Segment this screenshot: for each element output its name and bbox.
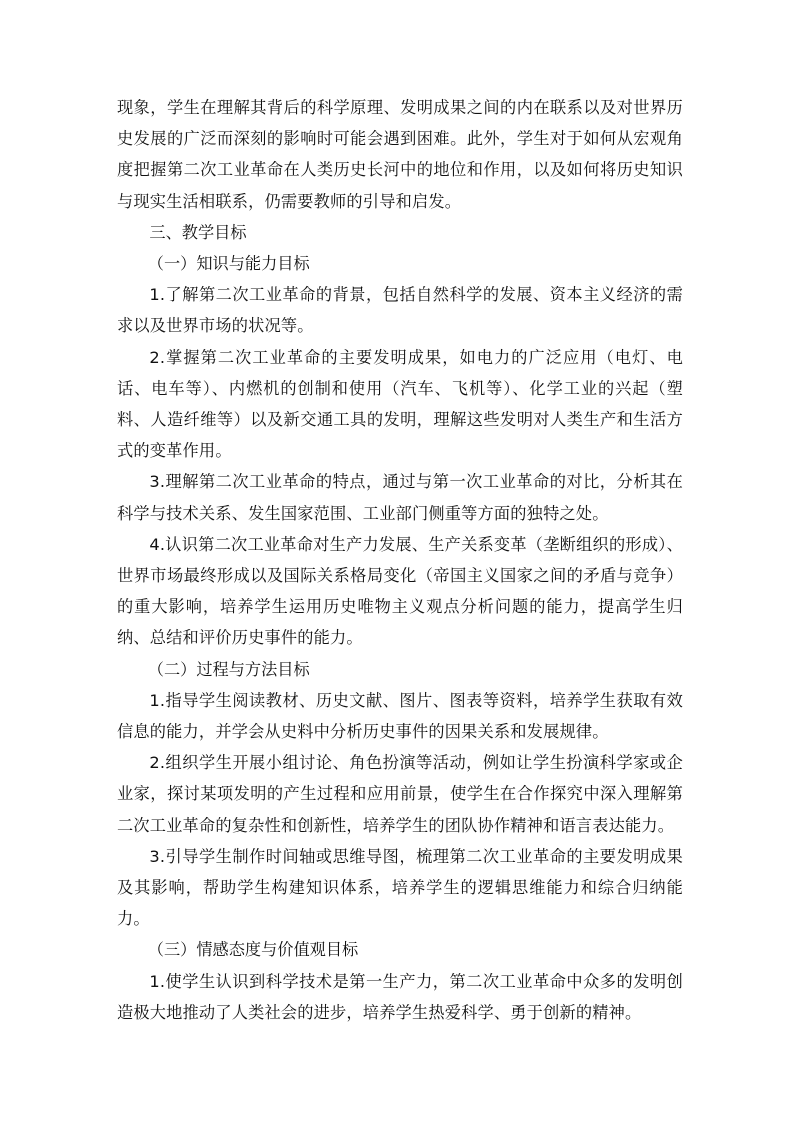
knowledge-goal-2: 2.掌握第二次工业革命的主要发明成果，如电力的广泛应用（电灯、电话、电车等）、内燃机的创制和使用（汽车、飞机等）、化学工业的兴起（塑料、人造纤维等）以及新交通工具的发明，理解这些发明对人类生产和生活方式的变革作用。: [117, 347, 683, 461]
knowledge-goal-4: 4.认识第二次工业革命对生产力发展、生产关系变革（垄断组织的形成）、世界市场最终形成以及国际关系格局变化（帝国主义国家之间的矛盾与竞争）的重大影响，培养学生运用历史唯物主义观点分析问题的能力，提高学生归纳、总结和评价历史事件的能力。: [117, 534, 683, 648]
process-goal-1: 1.指导学生阅读教材、历史文献、图片、图表等资料，培养学生获取有效信息的能力，并学会从史料中分析历史事件的因果关系和发展规律。: [117, 690, 683, 742]
intro-paragraph: 现象，学生在理解其背后的科学原理、发明成果之间的内在联系以及对世界历史发展的广泛而深刻的影响时可能会遇到困难。此外，学生对于如何从宏观角度把握第二次工业革命在人类历史长河中的地位和作用，以及如何将历史知识与现实生活相联系，仍需要教师的引导和启发。: [117, 98, 683, 211]
knowledge-goal-1: 1.了解第二次工业革命的背景，包括自然科学的发展、资本主义经济的需求以及世界市场的状况等。: [117, 285, 683, 336]
subsection-heading-values: （三）情感态度与价值观目标: [147, 940, 359, 960]
subsection-heading-process: （二）过程与方法目标: [147, 659, 310, 679]
process-goal-3: 3.引导学生制作时间轴或思维导图，梳理第二次工业革命的主要发明成果及其影响，帮助学生构建知识体系，培养学生的逻辑思维能力和综合归纳能力。: [117, 846, 683, 929]
section-heading-teaching-goals: 三、教学目标: [149, 222, 247, 242]
process-goal-2: 2.组织学生开展小组讨论、角色扮演等活动，例如让学生扮演科学家或企业家，探讨某项发明的产生过程和应用前景，使学生在合作探究中深入理解第二次工业革命的复杂性和创新性，培养学生的团队协作精神和语言表达能力。: [117, 753, 683, 835]
knowledge-goal-3: 3.理解第二次工业革命的特点，通过与第一次工业革命的对比，分析其在科学与技术关系、发生国家范围、工业部门侧重等方面的独特之处。: [117, 472, 683, 523]
document-page: [117, 92, 683, 1028]
values-goal-1: 1.使学生认识到科学技术是第一生产力，第二次工业革命中众多的发明创造极大地推动了人类社会的进步，培养学生热爱科学、勇于创新的精神。: [117, 971, 683, 1022]
subsection-heading-knowledge: （一）知识与能力目标: [147, 254, 310, 274]
